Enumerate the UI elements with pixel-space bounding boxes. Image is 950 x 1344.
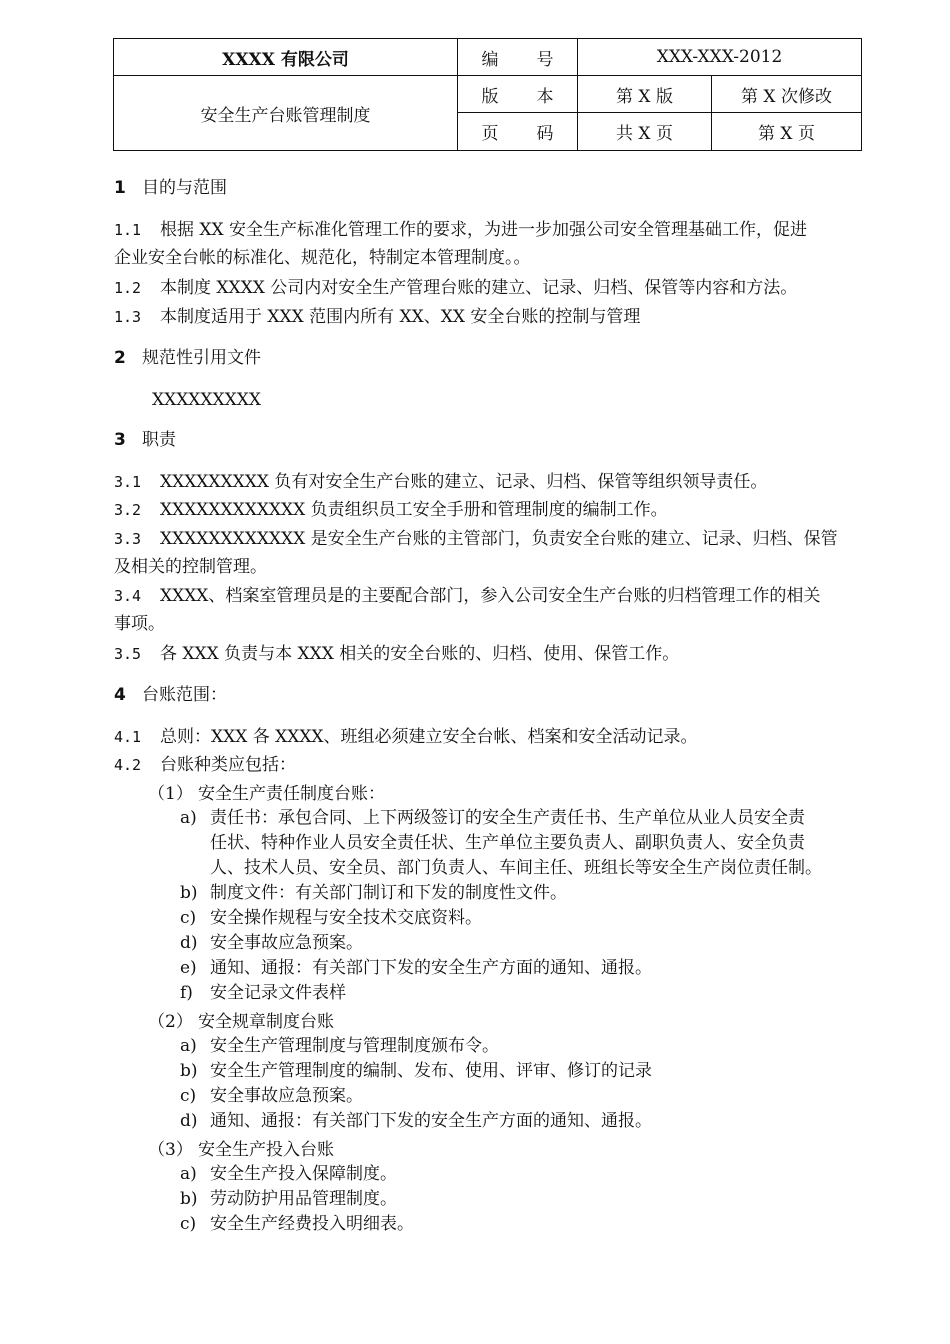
version-value: 第 X 版 — [578, 76, 712, 113]
list-item-cont: 任状、特种作业人员安全责任状、生产单位主要负责人、副职负责人、安全负责 — [210, 833, 805, 853]
list-item: a) 安全生产管理制度与管理制度颁布令。 — [180, 1036, 499, 1056]
paragraph-3-5: 3.5 各 XXX 负责与本 XXX 相关的安全台账的、归档、使用、保管工作。 — [114, 644, 680, 664]
group-3-heading: （3） 安全生产投入台账 — [148, 1140, 334, 1160]
list-item: d) 通知、通报：有关部门下发的安全生产方面的通知、通报。 — [180, 1111, 652, 1131]
revision-value: 第 X 次修改 — [712, 76, 862, 113]
paragraph-1-1: 1.1 根据 XX 安全生产标准化管理工作的要求，为进一步加强公司安全管理基础工作，促进 — [114, 220, 808, 240]
section-4-heading: 4 台账范围： — [114, 685, 227, 705]
section-3-heading: 3 职责 — [114, 430, 176, 450]
group-1-heading: （1） 安全生产责任制度台账： — [148, 784, 385, 804]
page-number: 第 X 页 — [712, 113, 862, 151]
section-2-heading: 2 规范性引用文件 — [114, 348, 261, 368]
company-name: XXXX 有限公司 — [114, 39, 458, 76]
page-label: 页 码 — [458, 113, 578, 151]
total-pages: 共 X 页 — [578, 113, 712, 151]
paragraph-3-3-cont: 及相关的控制管理。 — [114, 557, 267, 577]
list-item: a) 安全生产投入保障制度。 — [180, 1164, 397, 1184]
paragraph-1-3: 1.3 本制度适用于 XXX 范围内所有 XX、XX 安全台账的控制与管理 — [114, 307, 641, 327]
paragraph-3-4-cont: 事项。 — [114, 614, 165, 634]
paragraph-4-1: 4.1 总则：XXX 各 XXXX、班组必须建立安全台帐、档案和安全活动记录。 — [114, 727, 698, 747]
paragraph-1-1-cont: 企业安全台帐的标准化、规范化，特制定本管理制度。。 — [114, 248, 531, 268]
list-item: d) 安全事故应急预案。 — [180, 933, 363, 953]
reference-documents: XXXXXXXXX — [152, 390, 261, 410]
list-item: a) 责任书：承包合同、上下两级签订的安全生产责任书、生产单位从业人员安全责 — [180, 808, 805, 828]
list-item: c) 安全事故应急预案。 — [180, 1086, 363, 1106]
list-item: b) 制度文件：有关部门制订和下发的制度性文件。 — [180, 883, 567, 903]
list-item: f) 安全记录文件表样 — [180, 983, 346, 1003]
paragraph-3-1: 3.1 XXXXXXXXX 负有对安全生产台账的建立、记录、归档、保管等组织领导责任。 — [114, 472, 768, 492]
paragraph-3-2: 3.2 XXXXXXXXXXXX 负责组织员工安全手册和管理制度的编制工作。 — [114, 500, 668, 520]
document-header-table — [113, 38, 862, 151]
paragraph-3-3: 3.3 XXXXXXXXXXXX 是安全生产台账的主管部门，负责安全台账的建立、记录、归档、保管 — [114, 529, 838, 549]
list-item: b) 劳动防护用品管理制度。 — [180, 1189, 397, 1209]
version-label: 版 本 — [458, 76, 578, 113]
number-label: 编 号 — [458, 39, 578, 76]
section-1-heading: 1 目的与范围 — [114, 178, 227, 198]
paragraph-3-4: 3.4 XXXX、档案室管理员是的主要配合部门，参入公司安全生产台账的归档管理工作的相关 — [114, 586, 821, 606]
list-item: c) 安全操作规程与安全技术交底资料。 — [180, 908, 482, 928]
paragraph-1-2: 1.2 本制度 XXXX 公司内对安全生产管理台账的建立、记录、归档、保管等内容和方法。 — [114, 278, 798, 298]
document-title: 安全生产台账管理制度 — [114, 76, 458, 151]
paragraph-4-2: 4.2 台账种类应包括： — [114, 755, 296, 775]
list-item: c) 安全生产经费投入明细表。 — [180, 1214, 414, 1234]
list-item: e) 通知、通报：有关部门下发的安全生产方面的通知、通报。 — [180, 958, 652, 978]
group-2-heading: （2） 安全规章制度台账 — [148, 1012, 334, 1032]
list-item: b) 安全生产管理制度的编制、发布、使用、评审、修订的记录 — [180, 1061, 652, 1081]
document-number: XXX-XXX-2012 — [578, 39, 862, 76]
list-item-cont: 人、技术人员、安全员、部门负责人、车间主任、班组长等安全生产岗位责任制。 — [210, 858, 822, 878]
